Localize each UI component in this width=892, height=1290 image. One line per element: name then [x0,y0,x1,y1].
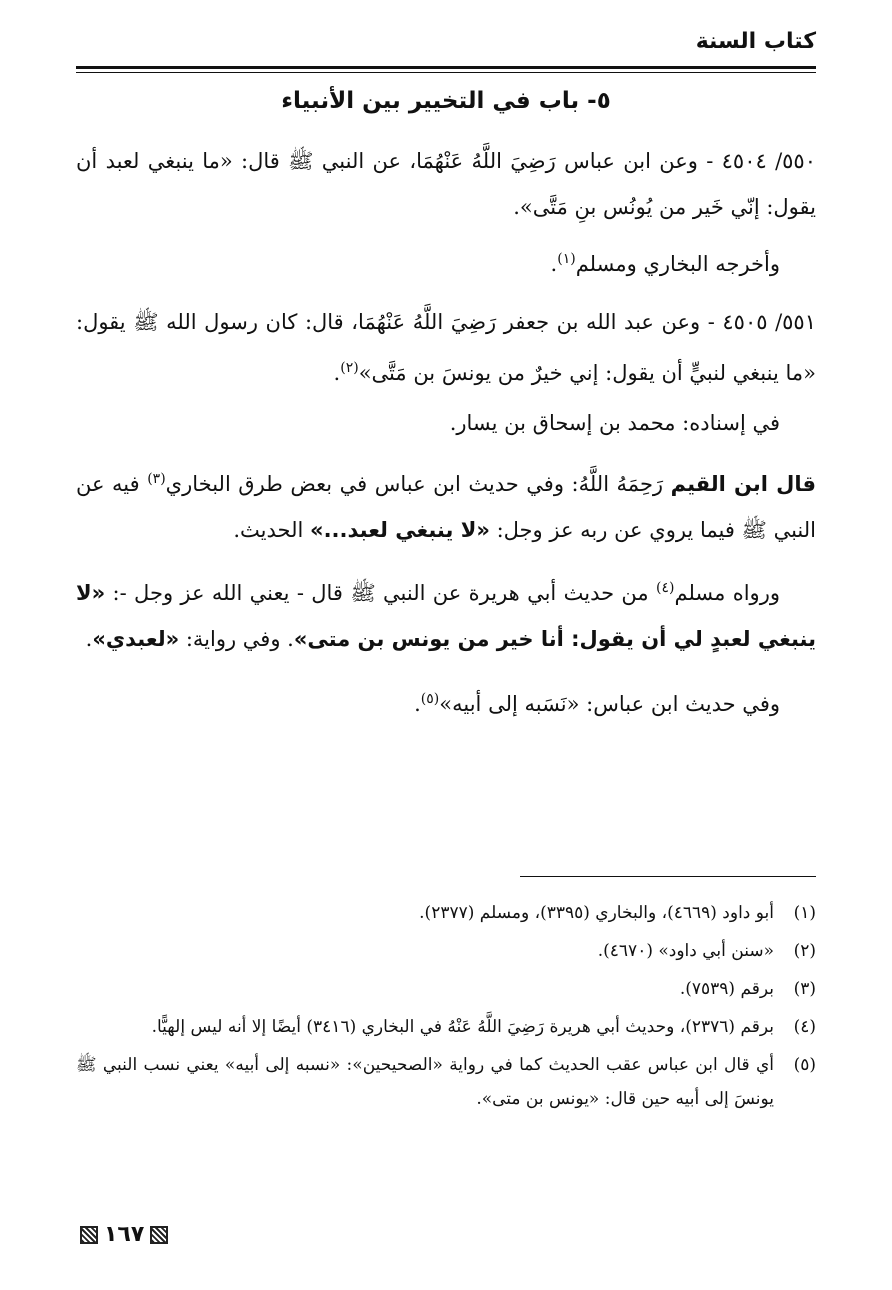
muslim-text-a: ورواه مسلم [674,581,780,605]
ibn-qayyim-lead: قال ابن القيم [670,472,817,496]
footnote-number: (٢) [793,941,816,961]
footnote-text: أي قال ابن عباس عقب الحديث كما في رواية «الصحيحين»: «نسبه إلى أبيه» يعني نسب النبي ﷺ يونسَ إلى أبيه حين قال: «يونس بن متى». [76,1055,774,1109]
hadith-551-text: ٥٥١/ ٤٥٠٥ - وعن عبد الله بن جعفر رَضِيَ اللَّهُ عَنْهُمَا، قال: كان رسول الله ﷺ يقول: «ما ينبغي لنبيٍّ أن يقول: إني خيرٌ من يونسَ بن مَتَّى» [76,310,816,385]
footnote-separator [520,876,816,877]
footnote-ref-2: (٢) [340,360,359,376]
comment-text-a: رَحِمَهُ اللَّهُ: وفي حديث ابن عباس في بعض طرق البخاري [165,472,671,496]
ornament-icon [150,1226,168,1244]
footnote-number: (٥) [793,1055,816,1075]
footnote-number: (٣) [793,979,816,999]
muslim-text-b: من حديث أبي هريرة عن النبي ﷺ قال - يعني الله عز وجل -: [105,581,656,605]
book-title: كتاب السنة [695,29,816,54]
muslim-text-d: . [85,627,93,651]
footnote-item [76,1010,816,1044]
footnote-text: أبو داود (٤٦٦٩)، والبخاري (٣٣٩٥)، ومسلم (٢٣٧٧). [419,903,774,923]
comment-quote: «لا ينبغي لعبد...» [310,518,490,542]
muslim-quote: «لا ينبغي لعبدٍ لي أن يقول: أنا خير من يونس بن متى» [76,581,816,651]
footnote-ref-1: (١) [557,251,576,267]
ibn-abbas-note: وفي حديث ابن عباس: «نَسَبه إلى أبيه»$^{(٥)}$. [414,691,780,716]
footnote-item [76,896,816,930]
ornament-icon [80,1226,98,1244]
footnote-item [76,934,816,968]
hadith-551: ٥٥١/ ٤٥٠٥ - وعن عبد الله بن جعفر رَضِيَ اللَّهُ عَنْهُمَا، قال: كان رسول الله ﷺ يقول: «ما ينبغي لنبيٍّ أن يقول: إني خيرٌ من يونسَ بن مَتَّى»$^{(٢)}$. [76,310,816,385]
footnote-item [76,972,816,1006]
page-header [76,20,816,64]
header-rule-thick [76,66,816,69]
header-rule-thin [76,72,816,73]
footnotes [76,896,816,1120]
comment-text-c: الحديث. [233,518,310,542]
footnote-item [76,1048,816,1116]
footnote-ref-4: (٤) [656,580,675,596]
chapter-heading-block [76,88,816,114]
isnad-note: في إسناده: محمد بن إسحاق بن يسار. [449,411,780,435]
page-number: ١٦٧ [104,1222,145,1247]
main-text [76,138,816,727]
footnote-text: «سنن أبي داود» (٤٦٧٠). [597,941,774,961]
page-number-block [80,1222,168,1247]
footnote-number: (١) [793,903,816,923]
takhrij-550: وأخرجه البخاري ومسلم$^{(١)}$. [550,251,780,276]
footnote-number: (٤) [793,1017,816,1037]
footnote-text: برقم (٧٥٣٩). [679,979,774,999]
comment-text-b: فيه عن النبي ﷺ فيما يروي عن ربه عز وجل: [76,472,816,542]
muslim-narration [76,565,816,662]
muslim-quote-2: «لعبدي» [92,627,180,651]
ibn-qayyim-comment [76,456,816,553]
takhrij-text: وأخرجه البخاري ومسلم [575,252,780,276]
footnote-text: برقم (٢٣٧٦)، وحديث أبي هريرة رَضِيَ اللَّهُ عَنْهُ في البخاري (٣٤١٦) أيضًا إلا أنه ليس إلهيًّا. [151,1017,774,1037]
footnote-ref-3: (٣) [147,471,166,487]
hadith-550: ٥٥٠/ ٤٥٠٤ - وعن ابن عباس رَضِيَ اللَّهُ عَنْهُمَا، عن النبي ﷺ قال: «ما ينبغي لعبد أن يقول: إنّي خَير من يُونُس بنِ مَتَّى». [76,149,816,219]
footnote-ref-5: (٥) [420,691,440,707]
muslim-text-c: . وفي رواية: [179,627,294,651]
chapter-heading: ٥- باب في التخيير بين الأنبياء [281,88,611,114]
ibn-abbas-text: وفي حديث ابن عباس: «نَسَبه إلى أبيه» [439,692,780,716]
